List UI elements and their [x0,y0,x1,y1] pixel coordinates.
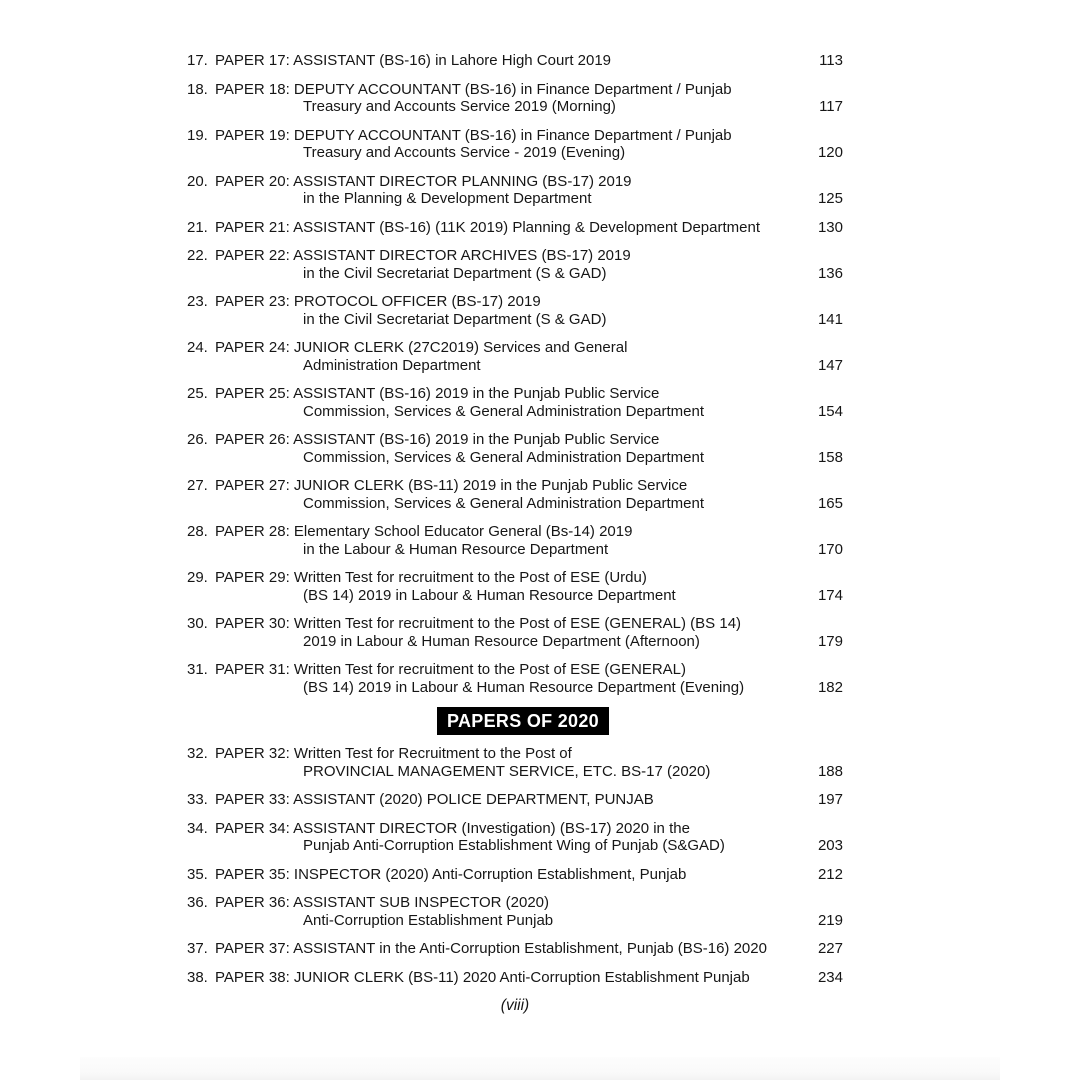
entry-title [215,477,809,512]
toc-entry [187,431,843,466]
entry-number: 19. [187,126,208,144]
toc-entry [187,247,843,282]
entry-title [215,820,809,855]
entry-number: 33. [187,791,208,808]
entry-page-number: 158 [817,448,843,466]
entry-title [215,969,809,987]
entry-page-number: 154 [817,402,843,420]
entry-title-line: PAPER 27: JUNIOR CLERK (BS-11) 2019 in the Punjab Public Service [215,477,688,494]
toc-entry [187,219,843,237]
entry-number: 17. [187,52,208,69]
entry-page-number: 113 [819,52,843,69]
entry-page-number: 227 [817,940,843,957]
toc-section-2020 [187,707,843,986]
entry-title [215,339,809,374]
entry-number: 30. [187,615,208,632]
toc-entry [187,173,843,208]
entry-title-continuation: Commission, Services & General Administration Department [303,448,704,466]
entry-page-number: 197 [817,791,843,808]
entry-page-number: 182 [817,678,843,696]
entry-page-number: 170 [817,540,843,558]
entry-title-line: PAPER 36: ASSISTANT SUB INSPECTOR (2020) [215,894,550,911]
entry-number: 27. [187,477,208,494]
toc-entry [187,894,843,929]
entry-title-continuation: Treasury and Accounts Service 2019 (Morning) [303,98,616,115]
entry-title [215,431,809,466]
entry-title-continuation: in the Planning & Development Department [303,190,592,207]
entry-title-line: PAPER 25: ASSISTANT (BS-16) 2019 in the Punjab Public Service [215,385,660,402]
entry-number: 31. [187,661,208,678]
entry-title-continuation: Commission, Services & General Administration Department [303,494,704,512]
toc-entry [187,477,843,512]
entry-title-line: PAPER 29: Written Test for recruitment to the Post of ESE (Urdu) [215,569,647,586]
entry-number: 32. [187,745,208,762]
entry-number: 28. [187,523,208,540]
entry-title [215,127,809,162]
entry-title [215,661,809,696]
entry-title [215,791,809,809]
toc-entry [187,866,843,884]
entry-title-line: PAPER 17: ASSISTANT (BS-16) in Lahore High Court 2019 [215,52,612,69]
entry-page-number: 165 [817,494,843,512]
entry-page-number: 136 [817,264,843,282]
entry-title [215,866,809,884]
entry-page-number: 117 [819,98,843,115]
entry-title [215,523,809,558]
entry-number: 36. [187,894,208,911]
entry-title-continuation: Punjab Anti-Corruption Establishment Wing of Punjab (S&GAD) [303,837,725,854]
toc-entry [187,81,843,116]
entry-title-continuation: in the Labour & Human Resource Department [303,540,609,558]
entry-number: 35. [187,865,208,883]
entry-title-continuation: (BS 14) 2019 in Labour & Human Resource Department [303,586,676,604]
toc-entry [187,339,843,374]
entry-title [215,894,809,929]
entry-number: 29. [187,569,208,586]
entry-title-continuation: in the Civil Secretariat Department (S & GAD) [303,264,607,282]
toc-entry [187,385,843,420]
toc-entry [187,820,843,855]
entry-page-number: 130 [817,218,843,236]
entry-title-line: PAPER 23: PROTOCOL OFFICER (BS-17) 2019 [215,293,541,310]
entry-page-number: 179 [817,632,843,650]
toc-entry [187,940,843,958]
entry-title-continuation: Commission, Services & General Administration Department [303,402,704,420]
entry-number: 37. [187,940,208,957]
entry-title [215,385,809,420]
toc-entry [187,127,843,162]
entry-number: 20. [187,172,208,190]
entry-title [215,293,809,328]
entry-page-number: 234 [817,968,843,986]
entry-number: 38. [187,968,208,986]
entry-title-line: PAPER 24: JUNIOR CLERK (27C2019) Services and General [215,339,628,356]
entry-title-continuation: Anti-Corruption Establishment Punjab [303,911,554,929]
entry-title [215,219,809,237]
entry-number: 24. [187,339,208,356]
entry-page-number: 147 [817,356,843,374]
entry-title-line: PAPER 26: ASSISTANT (BS-16) 2019 in the Punjab Public Service [215,431,660,448]
page-edge-shadow [80,1057,1000,1080]
toc-entry [187,293,843,328]
entry-page-number: 120 [817,144,843,161]
toc-entry [187,615,843,650]
toc-entry [187,569,843,604]
entry-title [215,81,809,116]
toc-entry [187,52,843,70]
entry-page-number: 141 [817,310,843,328]
entry-title [215,745,809,780]
entry-page-number: 188 [817,762,843,780]
toc-entry [187,745,843,780]
entry-number: 34. [187,819,208,837]
entry-number: 18. [187,80,208,98]
entry-title-continuation: 2019 in Labour & Human Resource Department (Afternoon) [303,632,700,650]
entry-title-line: PAPER 22: ASSISTANT DIRECTOR ARCHIVES (BS-17) 2019 [215,247,631,264]
entry-title-continuation: (BS 14) 2019 in Labour & Human Resource Department (Evening) [303,678,745,696]
section-heading: PAPERS OF 2020 [437,707,609,735]
entry-title [215,569,809,604]
entry-number: 21. [187,218,208,236]
page-number-footer: (viii) [500,997,530,1014]
table-of-contents [187,52,843,997]
entry-page-number: 174 [817,586,843,604]
entry-title-continuation: Administration Department [303,356,481,374]
toc-section-2019 [187,52,843,696]
entry-title-line: PAPER 35: INSPECTOR (2020) Anti-Corruption Establishment, Punjab [215,865,687,883]
entry-title [215,173,809,208]
entry-page-number: 125 [817,190,843,207]
entry-title-line: PAPER 19: DEPUTY ACCOUNTANT (BS-16) in Finance Department / Punjab [215,126,732,144]
entry-title-line: PAPER 20: ASSISTANT DIRECTOR PLANNING (BS-17) 2019 [215,172,632,190]
entry-title-line: PAPER 31: Written Test for recruitment to the Post of ESE (GENERAL) [215,661,687,678]
entry-title-line: PAPER 28: Elementary School Educator General (Bs-14) 2019 [215,523,633,540]
entry-title [215,940,809,958]
toc-entry [187,523,843,558]
entry-page-number: 203 [817,837,843,854]
entry-title-line: PAPER 37: ASSISTANT in the Anti-Corruption Establishment, Punjab (BS-16) 2020 [215,940,767,957]
entry-title-line: PAPER 18: DEPUTY ACCOUNTANT (BS-16) in Finance Department / Punjab [215,80,732,98]
entry-number: 25. [187,385,208,402]
entry-title-continuation: Treasury and Accounts Service - 2019 (Evening) [303,144,626,161]
entry-number: 22. [187,247,208,264]
entry-number: 26. [187,431,208,448]
entry-title-line: PAPER 30: Written Test for recruitment to the Post of ESE (GENERAL) (BS 14) [215,615,742,632]
toc-entry [187,661,843,696]
toc-entry [187,791,843,809]
entry-page-number: 219 [817,911,843,929]
entry-title-line: PAPER 33: ASSISTANT (2020) POLICE DEPARTMENT, PUNJAB [215,791,654,808]
entry-title-continuation: in the Civil Secretariat Department (S & GAD) [303,310,607,328]
entry-title [215,52,809,70]
toc-entry [187,969,843,987]
entry-number: 23. [187,293,208,310]
entry-title [215,247,809,282]
entry-title-line: PAPER 32: Written Test for Recruitment to the Post of [215,745,572,762]
entry-title [215,615,809,650]
entry-title-line: PAPER 21: ASSISTANT (BS-16) (11K 2019) Planning & Development Department [215,218,760,236]
entry-title-line: PAPER 34: ASSISTANT DIRECTOR (Investigation) (BS-17) 2020 in the [215,819,690,837]
entry-title-line: PAPER 38: JUNIOR CLERK (BS-11) 2020 Anti-Corruption Establishment Punjab [215,968,750,986]
entry-page-number: 212 [817,865,843,883]
entry-title-continuation: PROVINCIAL MANAGEMENT SERVICE, ETC. BS-17 (2020) [303,762,711,780]
